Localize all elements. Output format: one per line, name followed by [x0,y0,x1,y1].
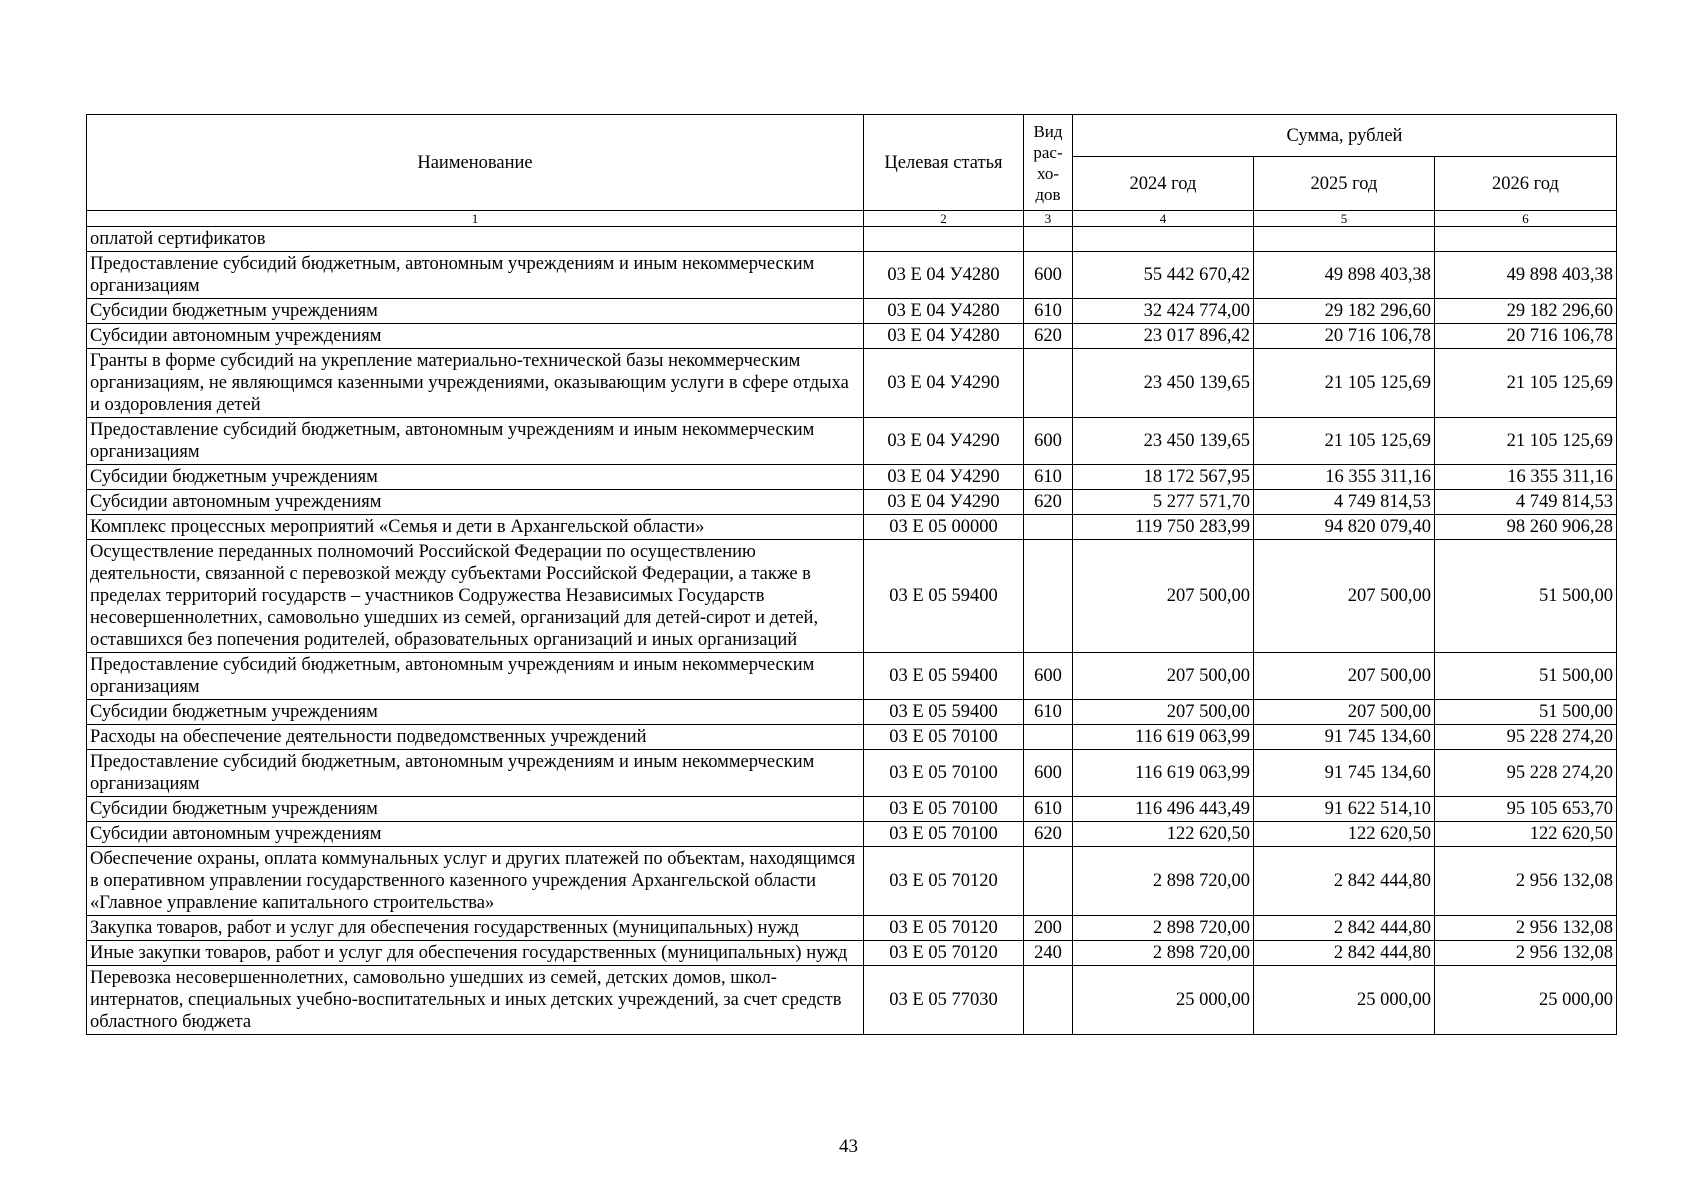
row-sum-2025: 207 500,00 [1254,700,1435,725]
table-body [87,211,1617,1035]
row-name: Предоставление субсидий бюджетным, автономным учреждениям и иным некоммерческим организациям [87,418,864,465]
table-row [87,227,1617,252]
row-sum-2024: 18 172 567,95 [1073,465,1254,490]
column-number-row [87,211,1617,227]
row-name: Субсидии автономным учреждениям [87,324,864,349]
row-name: Субсидии автономным учреждениям [87,822,864,847]
row-sum-2026: 51 500,00 [1435,540,1617,653]
row-sum-2026: 122 620,50 [1435,822,1617,847]
row-sum-2025: 207 500,00 [1254,540,1435,653]
row-sum-2024: 119 750 283,99 [1073,515,1254,540]
table-row [87,324,1617,349]
row-expense-kind: 610 [1024,299,1073,324]
row-sum-2025: 94 820 079,40 [1254,515,1435,540]
row-target-article: 03 Е 05 70100 [864,725,1024,750]
row-sum-2025: 29 182 296,60 [1254,299,1435,324]
row-sum-2025: 122 620,50 [1254,822,1435,847]
row-expense-kind: 600 [1024,418,1073,465]
table-row [87,700,1617,725]
table-row [87,515,1617,540]
row-sum-2024: 116 619 063,99 [1073,750,1254,797]
row-name: Предоставление субсидий бюджетным, автономным учреждениям и иным некоммерческим организациям [87,653,864,700]
row-expense-kind [1024,540,1073,653]
table-row [87,966,1617,1035]
row-expense-kind: 600 [1024,252,1073,299]
row-name: Осуществление переданных полномочий Российской Федерации по осуществлению деятельности, связанной с перевозкой между субъектами Российской Федерации, а также в пределах территорий государств – участников Содружества Независимых Государств несовершеннолетних, самовольно ушедших из семей, организаций для детей-сирот и детей, оставшихся без попечения родителей, образовательных организаций и иных организаций [87,540,864,653]
row-target-article: 03 Е 04 У4280 [864,324,1024,349]
row-sum-2026: 98 260 906,28 [1435,515,1617,540]
table-row [87,941,1617,966]
row-sum-2026: 95 105 653,70 [1435,797,1617,822]
row-name: Обеспечение охраны, оплата коммунальных услуг и других платежей по объектам, находящимся в оперативном управлении государственного казенного учреждения Архангельской области «Главное управление капитального строительства» [87,847,864,916]
row-sum-2024: 23 017 896,42 [1073,324,1254,349]
header-sum: Сумма, рублей [1073,115,1617,157]
column-number: 5 [1254,211,1435,227]
row-expense-kind [1024,515,1073,540]
table-row [87,916,1617,941]
row-sum-2024: 25 000,00 [1073,966,1254,1035]
row-expense-kind: 200 [1024,916,1073,941]
table-row [87,847,1617,916]
row-expense-kind [1024,847,1073,916]
row-sum-2026: 51 500,00 [1435,653,1617,700]
row-sum-2024: 55 442 670,42 [1073,252,1254,299]
column-number: 1 [87,211,864,227]
row-expense-kind [1024,725,1073,750]
row-sum-2025: 20 716 106,78 [1254,324,1435,349]
table-row [87,540,1617,653]
row-target-article: 03 Е 04 У4280 [864,299,1024,324]
row-target-article: 03 Е 05 70100 [864,822,1024,847]
row-sum-2026: 2 956 132,08 [1435,916,1617,941]
row-sum-2026: 2 956 132,08 [1435,847,1617,916]
row-target-article: 03 Е 04 У4290 [864,418,1024,465]
table-row [87,490,1617,515]
row-sum-2024: 5 277 571,70 [1073,490,1254,515]
column-number: 6 [1435,211,1617,227]
row-sum-2026: 4 749 814,53 [1435,490,1617,515]
row-sum-2025: 2 842 444,80 [1254,916,1435,941]
row-expense-kind: 610 [1024,700,1073,725]
row-sum-2026: 21 105 125,69 [1435,418,1617,465]
row-sum-2026: 2 956 132,08 [1435,941,1617,966]
table-row [87,252,1617,299]
row-sum-2024: 23 450 139,65 [1073,349,1254,418]
row-sum-2025: 2 842 444,80 [1254,847,1435,916]
row-sum-2024: 207 500,00 [1073,653,1254,700]
row-target-article: 03 Е 05 70100 [864,797,1024,822]
row-sum-2025: 21 105 125,69 [1254,349,1435,418]
row-name: Субсидии бюджетным учреждениям [87,797,864,822]
row-sum-2024: 116 619 063,99 [1073,725,1254,750]
row-sum-2026: 20 716 106,78 [1435,324,1617,349]
row-target-article: 03 Е 05 70100 [864,750,1024,797]
row-expense-kind: 610 [1024,465,1073,490]
row-name: Гранты в форме субсидий на укрепление материально-технической базы некоммерческим организациям, не являющимся казенными учреждениями, оказывающим услуги в сфере отдыха и оздоровления детей [87,349,864,418]
row-name: Иные закупки товаров, работ и услуг для обеспечения государственных (муниципальных) нужд [87,941,864,966]
row-sum-2026: 16 355 311,16 [1435,465,1617,490]
row-target-article: 03 Е 05 00000 [864,515,1024,540]
row-name: Предоставление субсидий бюджетным, автономным учреждениям и иным некоммерческим организациям [87,252,864,299]
row-target-article: 03 Е 05 77030 [864,966,1024,1035]
table-row [87,750,1617,797]
table-row [87,349,1617,418]
row-sum-2024 [1073,227,1254,252]
row-sum-2024: 116 496 443,49 [1073,797,1254,822]
row-name: Комплекс процессных мероприятий «Семья и дети в Архангельской области» [87,515,864,540]
table-row [87,725,1617,750]
row-name: Субсидии автономным учреждениям [87,490,864,515]
row-name: оплатой сертификатов [87,227,864,252]
row-sum-2025: 21 105 125,69 [1254,418,1435,465]
header-year-2025: 2025 год [1254,157,1435,211]
budget-table [86,114,1617,1035]
row-target-article [864,227,1024,252]
row-target-article: 03 Е 04 У4290 [864,465,1024,490]
row-sum-2024: 2 898 720,00 [1073,916,1254,941]
row-sum-2024: 122 620,50 [1073,822,1254,847]
table-row [87,822,1617,847]
row-name: Субсидии бюджетным учреждениям [87,700,864,725]
table-row [87,653,1617,700]
column-number: 3 [1024,211,1073,227]
header-name: Наименование [87,115,864,211]
row-expense-kind [1024,966,1073,1035]
row-sum-2025: 91 745 134,60 [1254,725,1435,750]
row-expense-kind [1024,349,1073,418]
row-sum-2024: 207 500,00 [1073,540,1254,653]
row-target-article: 03 Е 05 70120 [864,916,1024,941]
row-sum-2026: 25 000,00 [1435,966,1617,1035]
row-sum-2025: 4 749 814,53 [1254,490,1435,515]
row-name: Субсидии бюджетным учреждениям [87,299,864,324]
table-row [87,797,1617,822]
row-sum-2026: 51 500,00 [1435,700,1617,725]
table-row [87,418,1617,465]
table-row [87,465,1617,490]
row-name: Расходы на обеспечение деятельности подведомственных учреждений [87,725,864,750]
page-number: 43 [839,1136,858,1157]
row-sum-2025: 25 000,00 [1254,966,1435,1035]
header-target-article: Целевая статья [864,115,1024,211]
row-sum-2026: 95 228 274,20 [1435,750,1617,797]
row-expense-kind: 600 [1024,653,1073,700]
row-sum-2025: 207 500,00 [1254,653,1435,700]
row-sum-2024: 2 898 720,00 [1073,941,1254,966]
row-name: Закупка товаров, работ и услуг для обеспечения государственных (муниципальных) нужд [87,916,864,941]
row-name: Перевозка несовершеннолетних, самовольно ушедших из семей, детских домов, школ-интернатов, специальных учебно-воспитательных и иных детских учреждений, за счет средств областного бюджета [87,966,864,1035]
row-sum-2024: 32 424 774,00 [1073,299,1254,324]
row-expense-kind: 620 [1024,822,1073,847]
row-sum-2026: 49 898 403,38 [1435,252,1617,299]
row-target-article: 03 Е 04 У4280 [864,252,1024,299]
row-target-article: 03 Е 05 59400 [864,540,1024,653]
row-sum-2024: 23 450 139,65 [1073,418,1254,465]
header-expense-kind: Вид рас-хо-дов [1024,115,1073,211]
row-sum-2026: 29 182 296,60 [1435,299,1617,324]
row-expense-kind: 600 [1024,750,1073,797]
row-expense-kind: 620 [1024,324,1073,349]
row-sum-2024: 207 500,00 [1073,700,1254,725]
column-number: 2 [864,211,1024,227]
row-sum-2026 [1435,227,1617,252]
row-target-article: 03 Е 05 59400 [864,653,1024,700]
row-target-article: 03 Е 05 70120 [864,941,1024,966]
row-sum-2025: 16 355 311,16 [1254,465,1435,490]
row-expense-kind: 610 [1024,797,1073,822]
header-year-2026: 2026 год [1435,157,1617,211]
row-name: Субсидии бюджетным учреждениям [87,465,864,490]
row-expense-kind: 620 [1024,490,1073,515]
column-number: 4 [1073,211,1254,227]
row-sum-2024: 2 898 720,00 [1073,847,1254,916]
row-expense-kind [1024,227,1073,252]
row-sum-2025 [1254,227,1435,252]
table-row [87,299,1617,324]
row-sum-2025: 91 622 514,10 [1254,797,1435,822]
row-sum-2025: 2 842 444,80 [1254,941,1435,966]
row-target-article: 03 Е 04 У4290 [864,490,1024,515]
row-expense-kind: 240 [1024,941,1073,966]
row-sum-2025: 49 898 403,38 [1254,252,1435,299]
row-sum-2025: 91 745 134,60 [1254,750,1435,797]
row-target-article: 03 Е 05 59400 [864,700,1024,725]
row-target-article: 03 Е 04 У4290 [864,349,1024,418]
row-sum-2026: 95 228 274,20 [1435,725,1617,750]
header-year-2024: 2024 год [1073,157,1254,211]
row-name: Предоставление субсидий бюджетным, автономным учреждениям и иным некоммерческим организациям [87,750,864,797]
row-sum-2026: 21 105 125,69 [1435,349,1617,418]
row-target-article: 03 Е 05 70120 [864,847,1024,916]
